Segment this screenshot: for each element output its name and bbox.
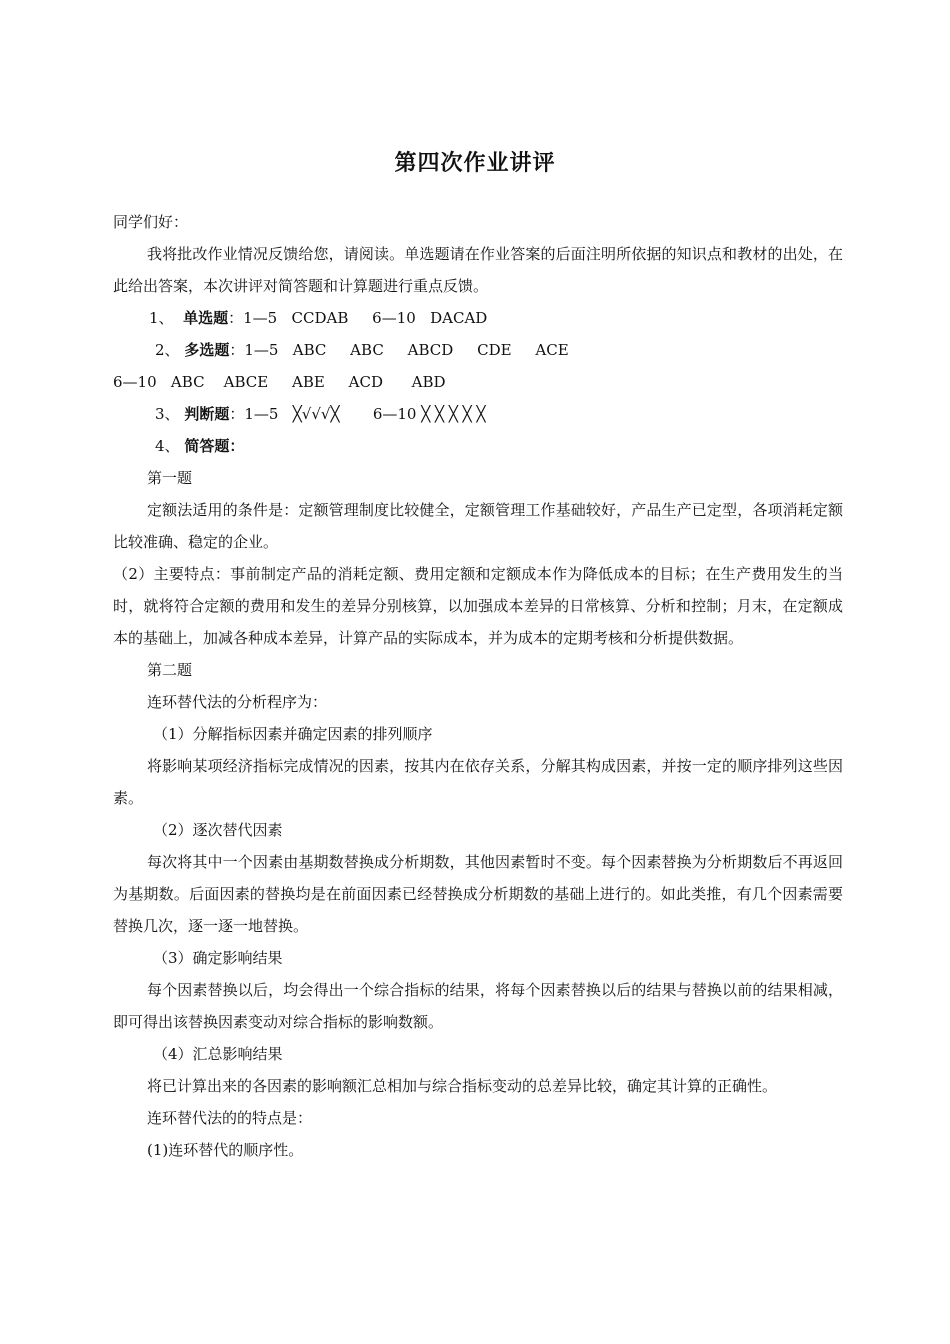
answer-true-false xyxy=(113,398,843,430)
q2-feature-1: (1)连环替代的顺序性。 xyxy=(147,1141,304,1159)
q1-paragraph-1: 定额法适用的条件是：定额管理制度比较健全，定额管理工作基础较好，产品生产已定型，各项消耗定额比较准确、稳定的企业。 xyxy=(113,501,843,551)
answer-short-answer xyxy=(113,430,843,462)
q2-step1-text: 将影响某项经济指标完成情况的因素，按其内在依存关系，分解其构成因素，并按一定的顺序排列这些因素。 xyxy=(113,757,843,807)
q2-step1-title: （1）分解指标因素并确定因素的排列顺序 xyxy=(153,725,433,743)
answer-label: 单选题 xyxy=(183,309,229,327)
answer-text: ：1—5 CCDAB 6—10 DACAD xyxy=(228,309,488,327)
answer-single-choice xyxy=(113,302,843,334)
page-title: 第四次作业讲评 xyxy=(394,151,556,176)
q2-step3-text: 每个因素替换以后，均会得出一个综合指标的结果，将每个因素替换以后的结果与替换以前的结果相减，即可得出该替换因素变动对综合指标的影响数额。 xyxy=(113,981,843,1031)
q1-paragraph-2: （2）主要特点：事前制定产品的消耗定额、费用定额和定额成本作为降低成本的目标；在生产费用发生的当时，就将符合定额的费用和发生的差异分别核算，以加强成本差异的日常核算、分析和控制；月末，在定额成本的基础上，加减各种成本差异，计算产品的实际成本，并为成本的定期考核和分析提供数据。 xyxy=(113,565,843,647)
answer-number: 2、 xyxy=(155,341,180,359)
answer-multi-choice-line2: 6—10 ABC ABCE ABE ACD ABD xyxy=(113,373,446,391)
q2-step2-text: 每次将其中一个因素由基期数替换成分析期数，其他因素暂时不变。每个因素替换为分析期数后不再返回为基期数。后面因素的替换均是在前面因素已经替换成分析期数的基础上进行的。如此类推，有几个因素需要替换几次，逐一逐一地替换。 xyxy=(113,853,843,935)
answer-number: 1、 xyxy=(149,309,174,327)
greeting: 同学们好： xyxy=(113,213,189,231)
answer-multi-choice xyxy=(113,334,843,366)
answer-number: 4、 xyxy=(155,437,180,455)
answer-text: ：1—5 ╳√√√╳ 6—10 ╳ ╳ ╳ ╳ ╳ xyxy=(229,405,486,423)
q2-step4-text: 将已计算出来的各因素的影响额汇总相加与综合指标变动的总差异比较，确定其计算的正确性。 xyxy=(147,1077,778,1095)
q2-features-intro: 连环替代法的的特点是： xyxy=(147,1109,313,1127)
q1-heading: 第一题 xyxy=(147,469,193,487)
intro-paragraph: 我将批改作业情况反馈给您，请阅读。单选题请在作业答案的后面注明所依据的知识点和教材的出处，在此给出答案，本次讲评对简答题和计算题进行重点反馈。 xyxy=(113,245,843,295)
q2-intro: 连环替代法的分析程序为： xyxy=(147,693,328,711)
q2-step4-title: （4）汇总影响结果 xyxy=(153,1045,283,1063)
answer-text: ：1—5 ABC ABC ABCD CDE ACE xyxy=(229,341,569,359)
answer-label: 多选题 xyxy=(184,341,230,359)
answer-label: 判断题 xyxy=(184,405,230,423)
q2-heading: 第二题 xyxy=(147,661,193,679)
answer-number: 3、 xyxy=(155,405,180,423)
q2-step2-title: （2）逐次替代因素 xyxy=(153,821,283,839)
document-body xyxy=(113,206,843,1166)
answer-label: 简答题： xyxy=(184,437,245,455)
q2-step3-title: （3）确定影响结果 xyxy=(153,949,283,967)
